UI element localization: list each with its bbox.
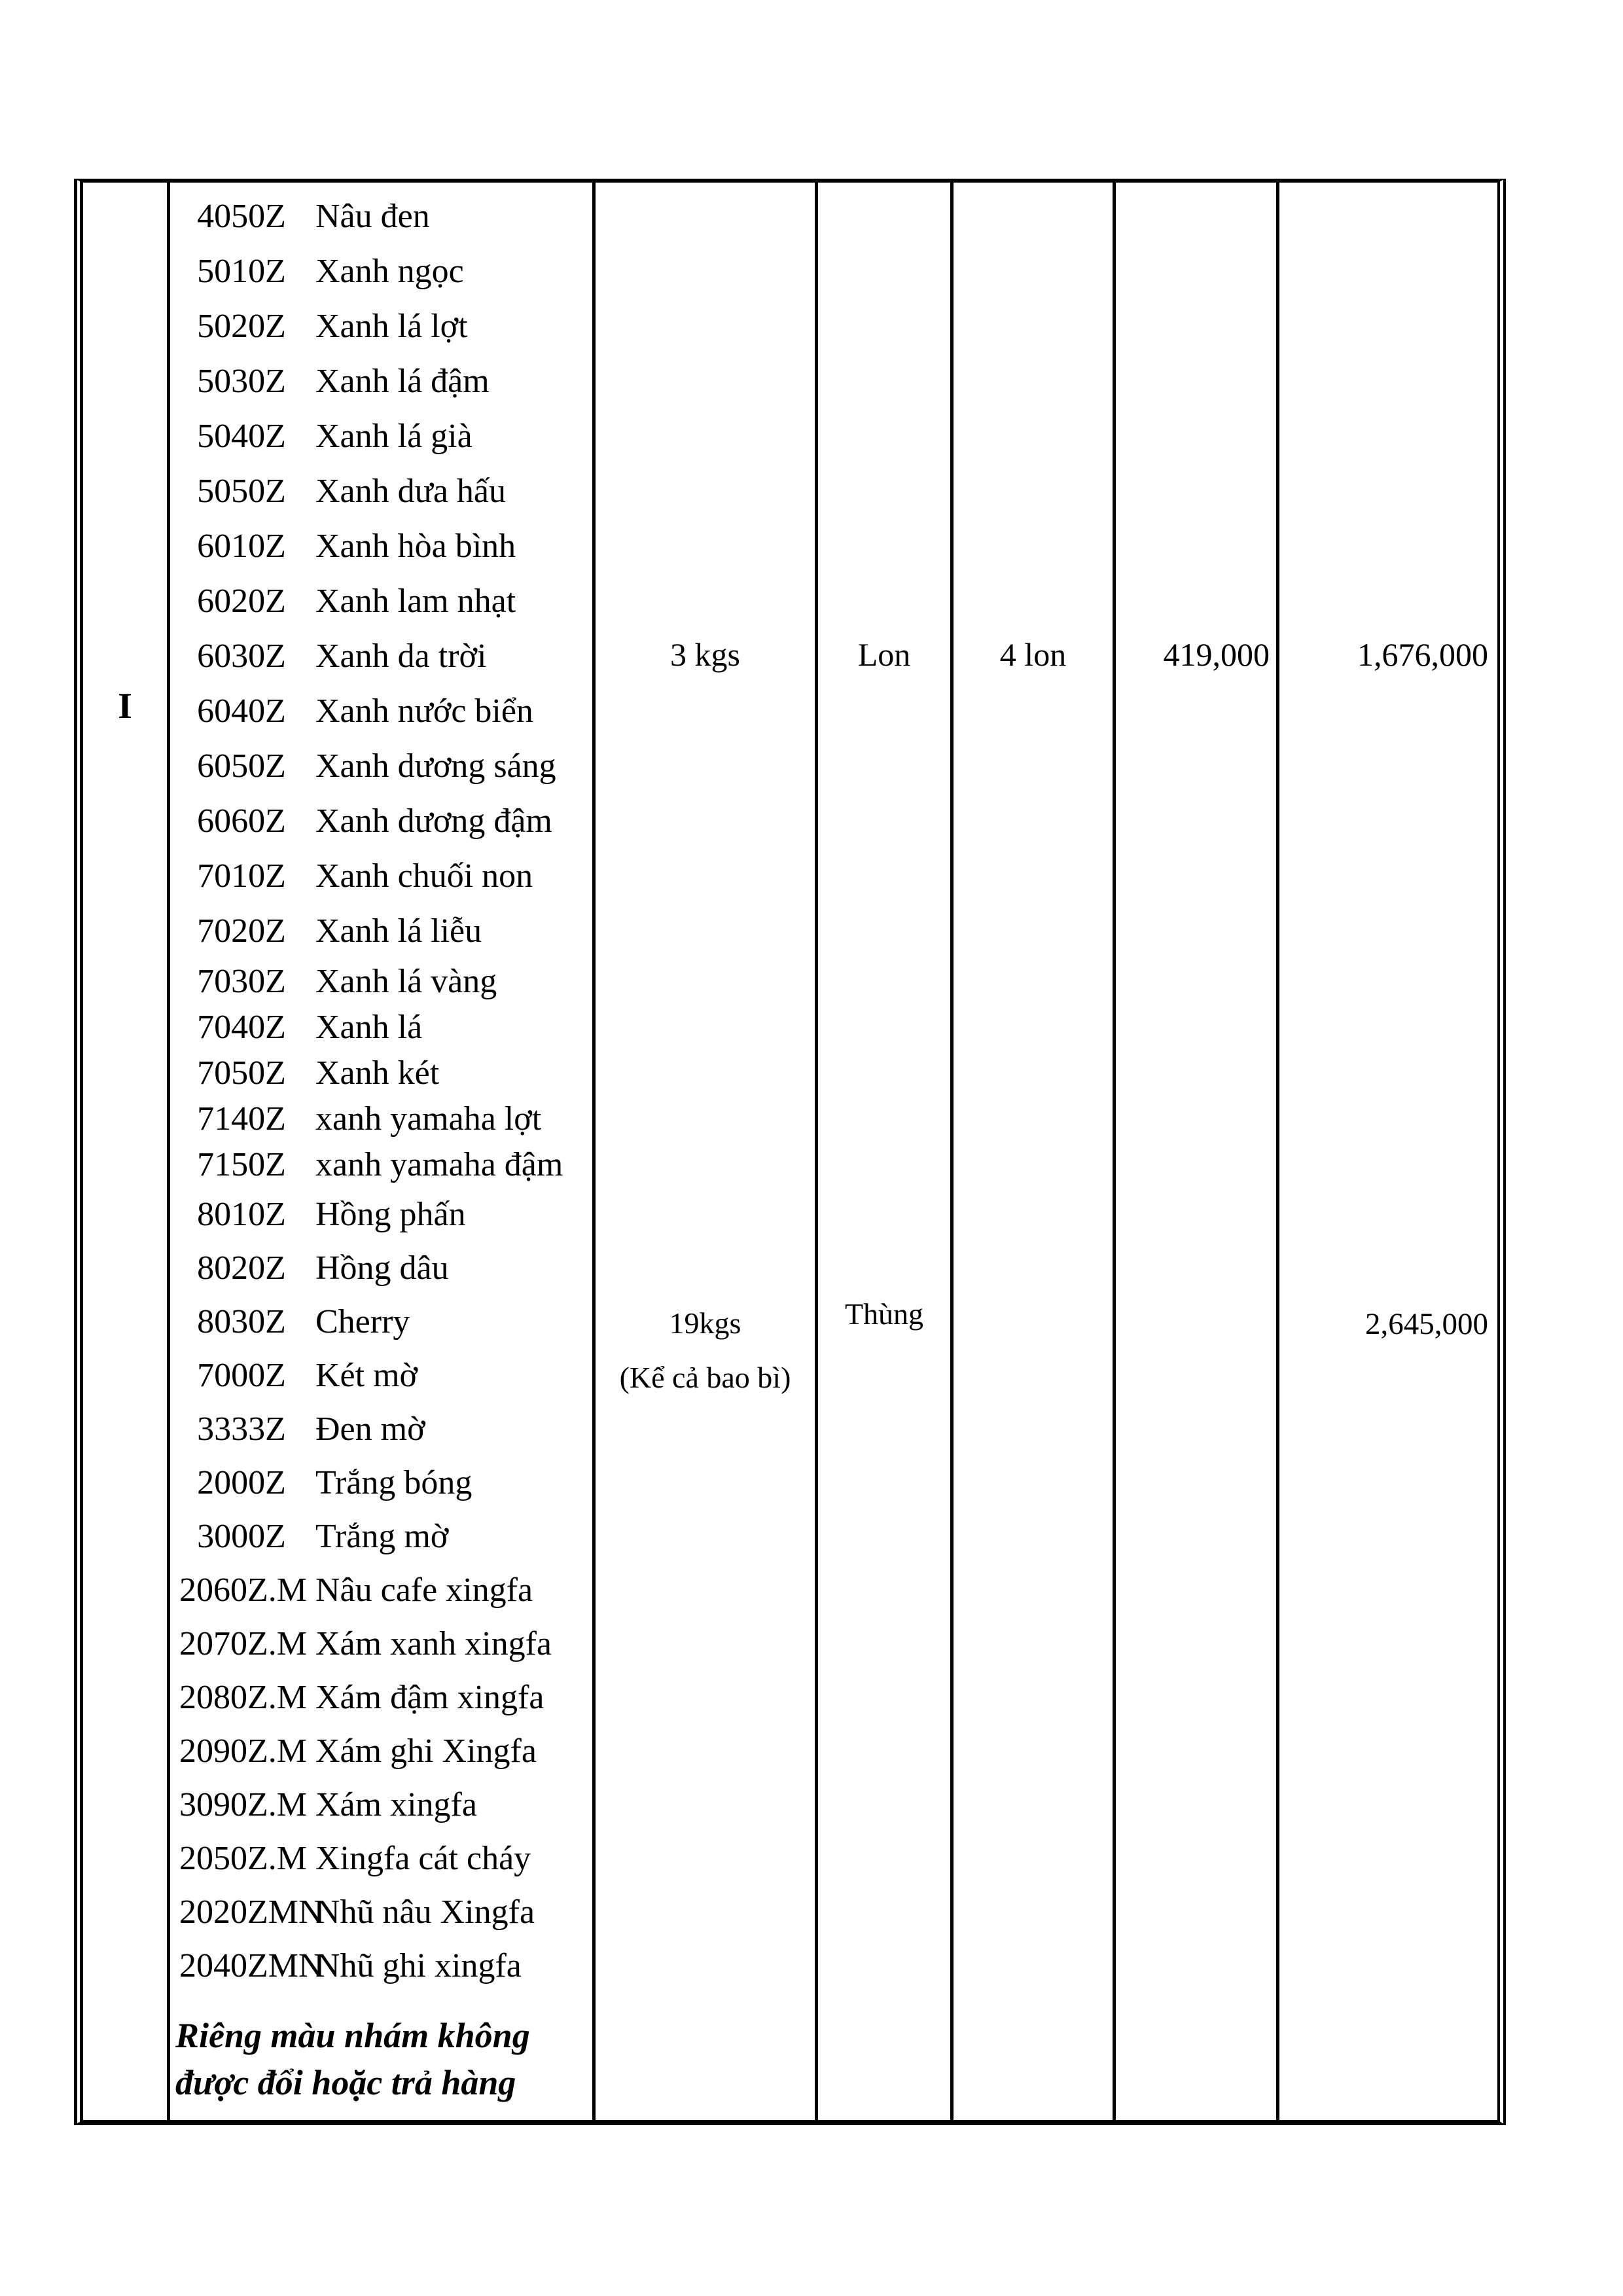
color-code: 3000Z [197,1517,286,1555]
weight-value: 3 kgs [670,636,740,673]
color-row [170,188,592,243]
color-row [170,353,592,408]
color-row [170,1241,592,1295]
color-code: 2090Z.M [179,1732,307,1770]
color-name: Xanh lá [315,1008,423,1046]
color-name: Đen mờ [315,1410,425,1448]
color-row [170,1050,592,1096]
color-code: 7010Z [197,857,286,895]
color-code: 5020Z [197,307,286,345]
color-code: 7140Z [197,1100,286,1138]
color-name: Nhũ nâu Xingfa [315,1893,535,1931]
color-code: 6040Z [197,692,286,730]
color-code: 6050Z [197,747,286,785]
color-note [170,2012,592,2106]
color-row [170,1096,592,1141]
color-name: Nâu cafe xingfa [315,1571,533,1609]
color-name: Hồng phấn [315,1195,466,1233]
color-row [170,1004,592,1050]
color-row [170,463,592,518]
color-row [170,1563,592,1617]
color-code: 7050Z [197,1054,286,1092]
color-name: Xám ghi Xingfa [315,1732,537,1770]
color-name: Xanh két [315,1054,440,1092]
price-table [74,179,1506,2125]
column-unit-price [1116,183,1276,2120]
color-code: 7150Z [197,1145,286,1183]
color-row [170,1885,592,1939]
color-code: 8010Z [197,1195,286,1233]
color-code: 4050Z [197,197,286,235]
color-list [170,183,592,2106]
color-row [170,1724,592,1778]
color-name: Xanh lá vàng [315,962,497,1000]
color-name: Xám xingfa [315,1785,477,1823]
color-name: Xanh nước biển [315,692,533,730]
price-table-body [83,183,1497,2120]
color-code: 2070Z.M [179,1624,307,1662]
color-row [170,1670,592,1724]
color-row [170,793,592,848]
unit-price-value: 419,000 [1163,636,1270,673]
color-note-line: Riêng màu nhám không [175,2016,530,2055]
color-code: 5010Z [197,252,286,290]
amount-value: 1,676,000 [1357,636,1488,673]
color-code: 2080Z.M [179,1678,307,1716]
weight-value: 19kgs [669,1306,741,1340]
column-unit [818,183,950,2120]
color-row [170,298,592,353]
color-code: 6020Z [197,582,286,620]
color-code: 7040Z [197,1008,286,1046]
color-code: 6060Z [197,802,286,840]
color-note-line: được đổi hoặc trả hàng [175,2063,516,2102]
color-name: Xanh lá già [315,417,473,455]
color-code: 6030Z [197,637,286,675]
color-row [170,903,592,958]
color-name: xanh yamaha lợt [315,1100,542,1138]
color-name: Xanh lá liễu [315,912,482,950]
color-code: 6010Z [197,527,286,565]
color-code: 2000Z [197,1463,286,1501]
color-name: Xám đậm xingfa [315,1678,544,1716]
amount-value: 2,645,000 [1365,1307,1488,1341]
color-row [170,1348,592,1402]
color-row [170,1295,592,1348]
color-name: Xanh dưa hấu [315,472,506,510]
color-name: Xanh da trời [315,637,487,675]
column-amount [1279,183,1497,2120]
color-name: Xanh lá đậm [315,362,490,400]
color-name: Xanh hòa bình [315,527,516,565]
color-code: 3333Z [197,1410,286,1448]
color-row [170,518,592,573]
unit-value: Lon [857,636,911,673]
color-row [170,628,592,683]
color-name: Xanh chuối non [315,857,533,895]
color-row [170,848,592,903]
column-color-list [170,183,592,2120]
color-code: 5040Z [197,417,286,455]
color-name: Cherry [315,1302,410,1340]
color-name: Nhũ ghi xingfa [315,1946,522,1984]
color-row [170,1456,592,1509]
color-name: Xanh lá lợt [315,307,468,345]
color-code: 5030Z [197,362,286,400]
color-name: Trắng bóng [315,1463,473,1501]
color-row [170,1778,592,1831]
color-name: Xanh dương đậm [315,802,552,840]
color-name: Xanh ngọc [315,252,464,290]
color-name: Hồng dâu [315,1249,449,1287]
color-code: 7000Z [197,1356,286,1394]
color-row [170,1187,592,1241]
color-name: Xám xanh xingfa [315,1624,552,1662]
color-name: Xingfa cát cháy [315,1839,531,1877]
color-code: 2060Z.M [179,1571,307,1609]
color-row [170,243,592,298]
color-row [170,1617,592,1670]
color-name: Nâu đen [315,197,430,235]
color-row [170,1831,592,1885]
color-row [170,1509,592,1563]
color-row [170,683,592,738]
color-row [170,1402,592,1456]
color-code: 7020Z [197,912,286,950]
color-name: Trắng mờ [315,1517,449,1555]
color-name: Két mờ [315,1356,418,1394]
color-name: Xanh dương sáng [315,747,556,785]
color-row [170,408,592,463]
unit-value: Thùng [844,1297,924,1331]
color-code: 8030Z [197,1302,286,1340]
color-code: 5050Z [197,472,286,510]
color-code: 7030Z [197,962,286,1000]
color-row [170,738,592,793]
color-code: 2050Z.M [179,1839,307,1877]
quantity-value: 4 lon [999,636,1067,673]
column-quantity [954,183,1113,2120]
color-row [170,958,592,1004]
color-row [170,573,592,628]
weight-note: (Kể cả bao bì) [619,1361,791,1394]
section-label: I [118,686,132,726]
color-code: 3090Z.M [179,1785,307,1823]
column-weight [596,183,815,2120]
color-code: 2020ZMN [179,1893,323,1931]
color-name: Xanh lam nhạt [315,582,516,620]
color-row [170,1939,592,1992]
color-row [170,1141,592,1187]
color-code: 8020Z [197,1249,286,1287]
color-name: xanh yamaha đậm [315,1145,563,1183]
color-code: 2040ZMN [179,1946,323,1984]
column-section [83,183,167,2120]
